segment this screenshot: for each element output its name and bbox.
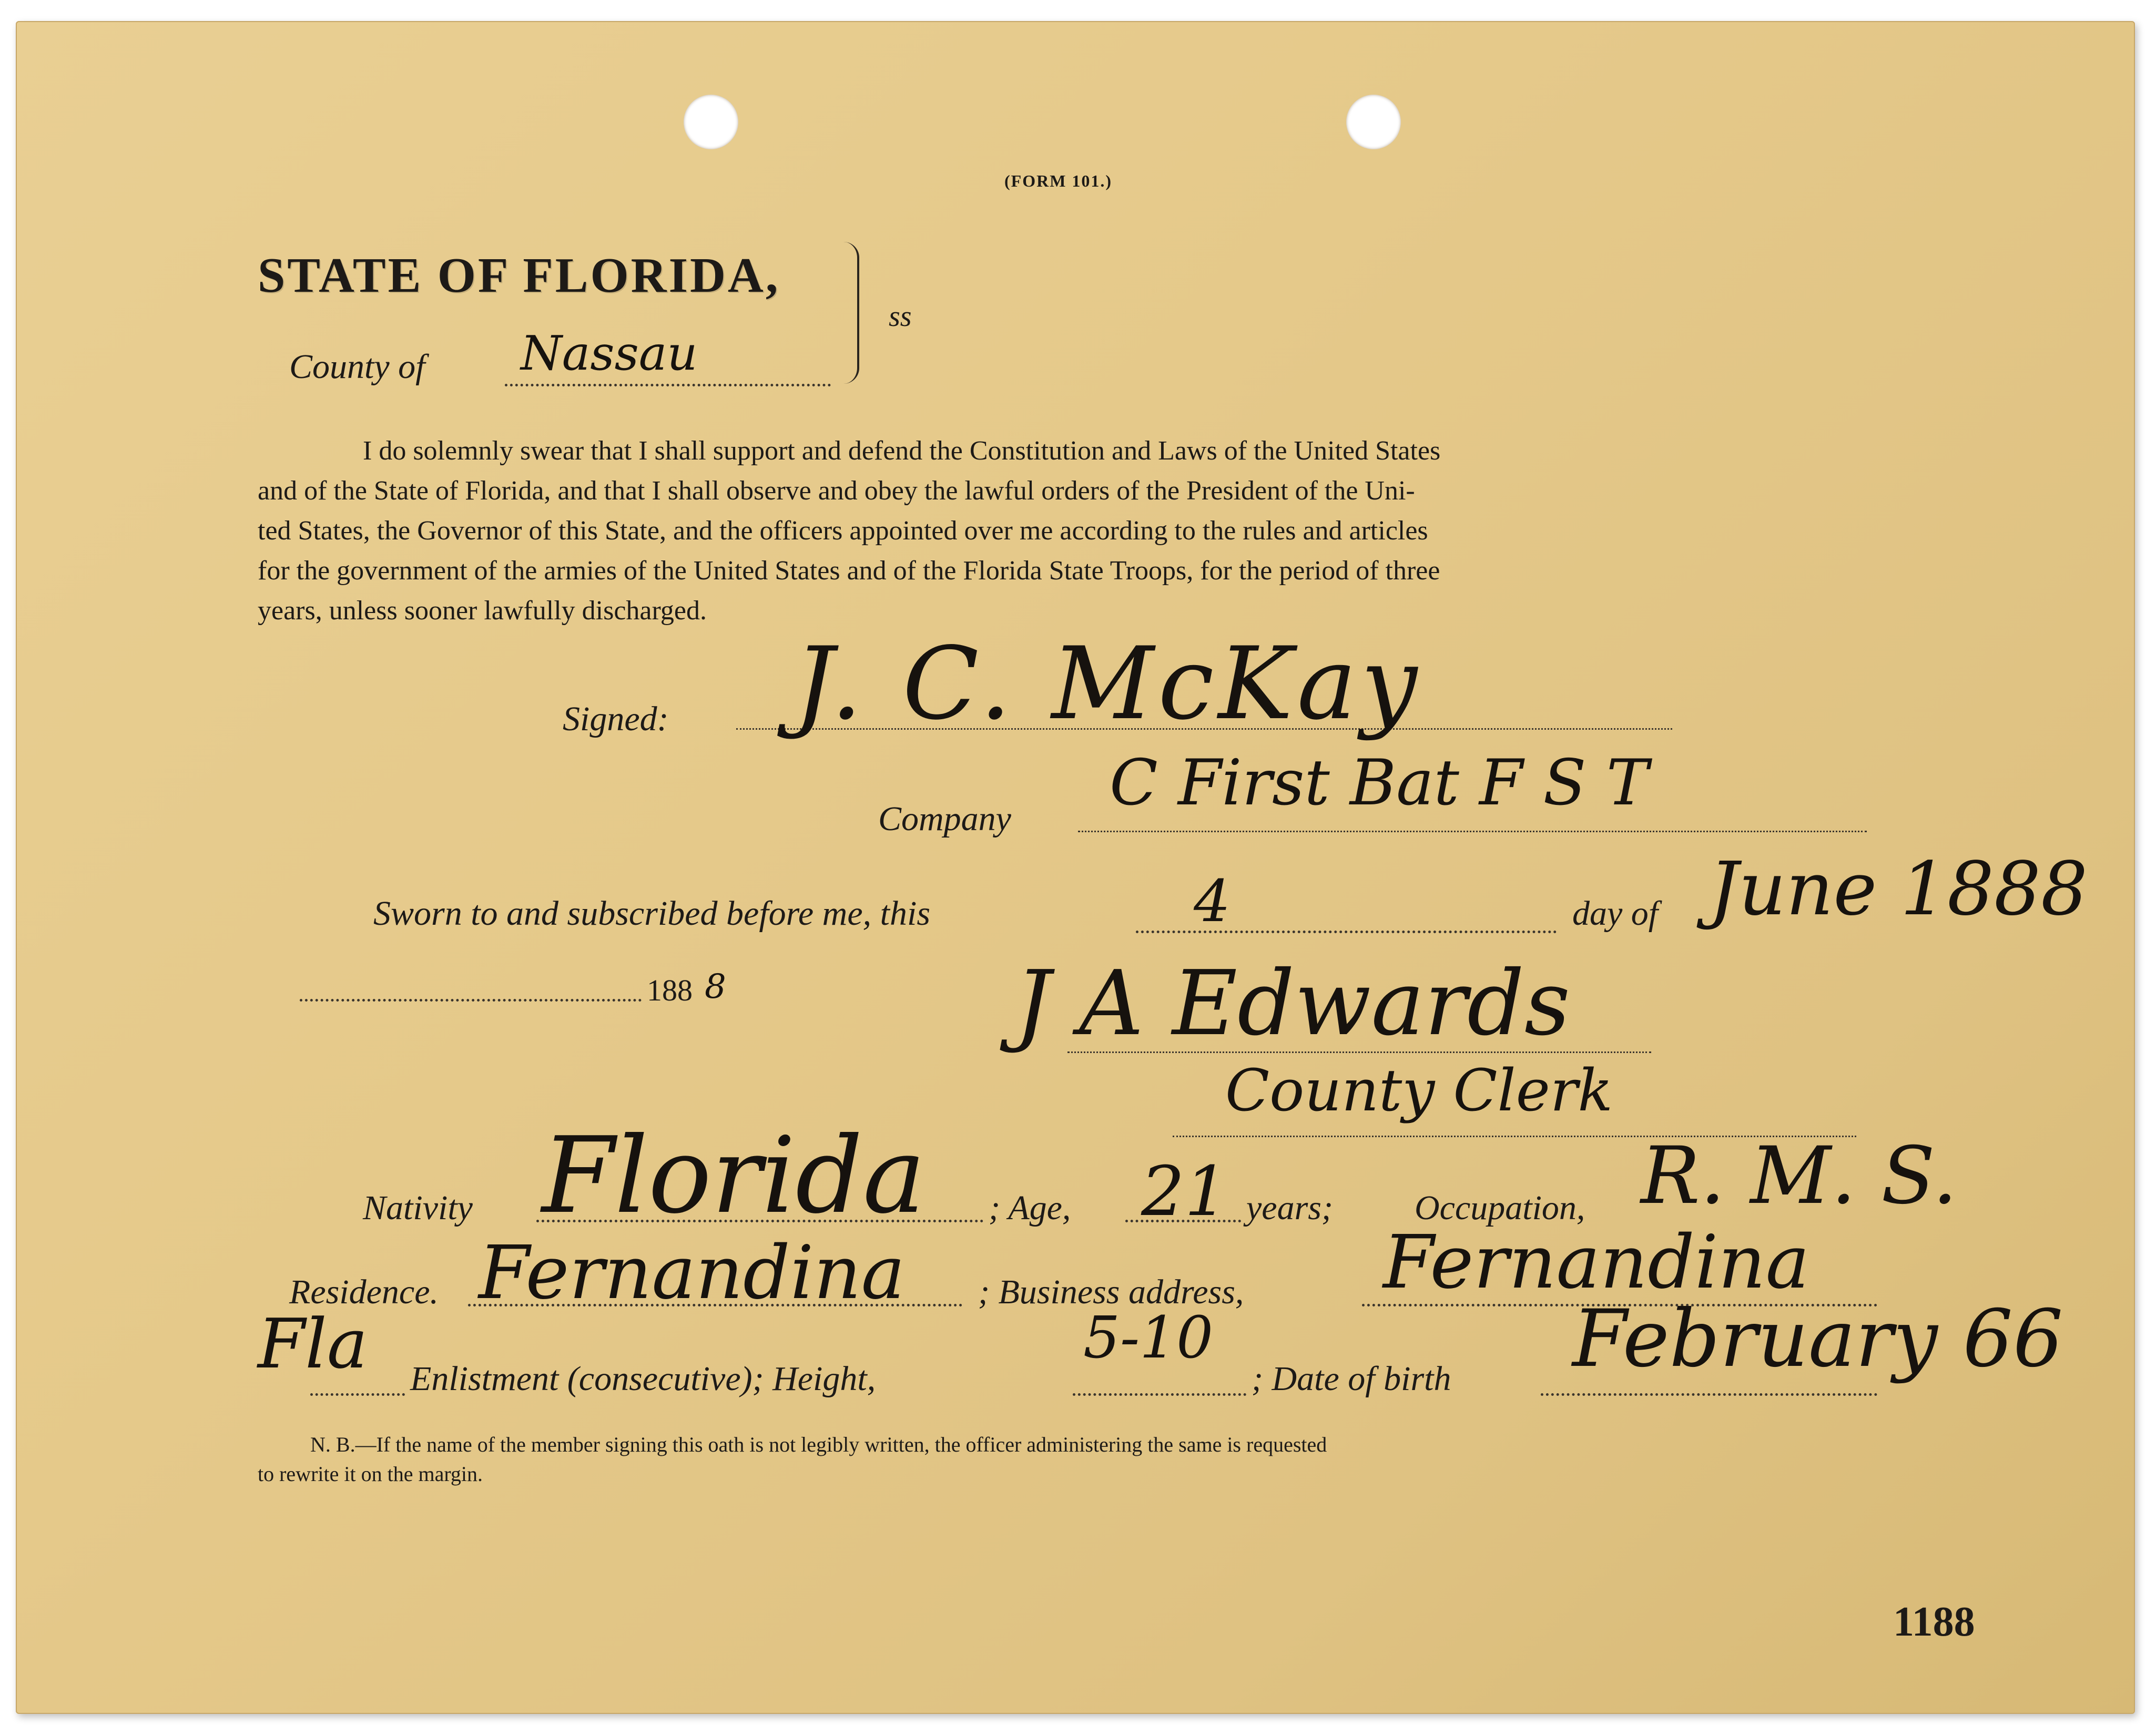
oath-line: I do solemnly swear that I shall support and defend the Constitution and Laws of the United States	[363, 436, 1441, 466]
punch-hole	[684, 95, 738, 149]
document-page	[16, 21, 2135, 1714]
day-of-label: day of	[1572, 894, 1659, 933]
county-value: Nassau	[521, 326, 698, 381]
note-line: N. B.—If the name of the member signing this oath is not legibly written, the officer administering the same is requested	[310, 1433, 1327, 1456]
dob-label: ; Date of birth	[1252, 1360, 1451, 1398]
business-value: Fernandina	[1383, 1220, 1810, 1305]
oath-line: years, unless sooner lawfully discharged.	[258, 596, 707, 626]
company-label: Company	[878, 800, 1011, 838]
clerk-title: County Clerk	[1225, 1057, 1613, 1124]
serial-number: 1188	[1893, 1599, 1975, 1645]
form-number: (FORM 101.)	[1004, 171, 1113, 190]
county-label: County of	[289, 348, 425, 386]
signed-label: Signed:	[563, 700, 669, 738]
year-line	[300, 999, 642, 1002]
county-line	[505, 384, 831, 386]
years-label: years;	[1246, 1189, 1333, 1227]
occupation-label: Occupation,	[1415, 1189, 1585, 1227]
business-label: ; Business address,	[978, 1273, 1244, 1311]
occupation-value: R. M. S.	[1641, 1130, 1958, 1222]
year-prefix: 188	[647, 973, 693, 1007]
sworn-label: Sworn to and subscribed before me, this	[373, 894, 930, 933]
nativity-value: Florida	[542, 1115, 926, 1237]
clerk-line	[1067, 1051, 1651, 1053]
punch-hole	[1346, 95, 1401, 149]
dob-line	[1541, 1393, 1877, 1396]
oath-line: ted States, the Governor of this State, and the officers appointed over me according to the rules and articles	[258, 516, 1428, 546]
company-line	[1078, 831, 1867, 832]
enlistment-line	[310, 1393, 405, 1396]
nativity-label: Nativity	[363, 1189, 473, 1227]
signature: J. C. McKay	[794, 626, 1422, 742]
ss-mark: ss	[889, 300, 912, 333]
enlistment-prefix: Fla	[258, 1304, 368, 1384]
company-value: C First Bat F S T	[1110, 747, 1649, 820]
page-title: STATE OF FLORIDA,	[258, 248, 780, 303]
height-value: 5-10	[1083, 1304, 1214, 1371]
residence-label: Residence.	[289, 1273, 439, 1311]
sworn-day: 4	[1194, 867, 1230, 935]
year-suffix: 8	[705, 967, 726, 1006]
height-line	[1073, 1393, 1246, 1396]
age-label: ; Age,	[989, 1189, 1071, 1227]
sworn-month-year: June 1888	[1709, 846, 2088, 932]
bracket	[836, 242, 859, 384]
age-value: 21	[1141, 1151, 1228, 1231]
enlistment-label: Enlistment (consecutive); Height,	[410, 1360, 876, 1398]
oath-line: for the government of the armies of the United States and of the Florida State Troops, for the period of three	[258, 556, 1440, 586]
note-line: to rewrite it on the margin.	[258, 1462, 483, 1486]
clerk-signature: J A Edwards	[1015, 952, 1571, 1056]
oath-line: and of the State of Florida, and that I shall observe and obey the lawful orders of the President of the Uni-	[258, 476, 1415, 506]
oath-text	[258, 431, 1898, 631]
residence-value: Fernandina	[479, 1230, 906, 1316]
dob-value: February 66	[1572, 1293, 2063, 1385]
